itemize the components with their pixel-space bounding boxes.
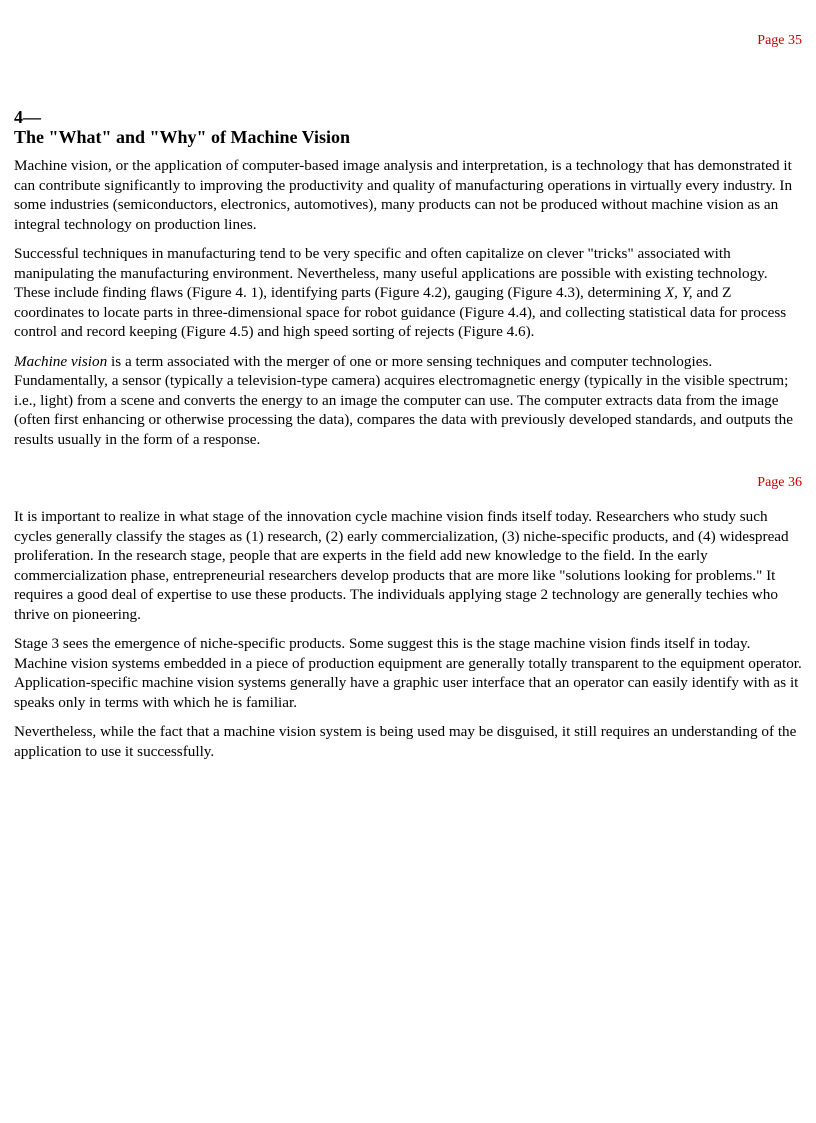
paragraph-definition-rest: is a term associated with the merger of one or more sensing techniques and computer technologies. Fundamentally, a sensor (typically a television-type camera) acquires electromagnetic energy (typically in the visible spectrum; i.e., light) from a scene and converts the energy to an image the computer can use. The computer extracts data from the image (often first enhancing or otherwise processing the data), compares the data with previously developed standards, and outputs the results usually in the form of a response. xyxy=(14,352,793,448)
paragraph-applications-end: and Z coordinates to locate parts in three-dimensional space for robot guidance (Figure 4.4), and collecting statistical data for process control and record keeping (Figure 4.5) and high speed sorting of rejects (Figure 4.6). xyxy=(14,284,787,340)
paragraph-innovation-cycle: It is important to realize in what stage of the innovation cycle machine vision finds itself today. Researchers who study such cycles generally classify the stages as (1) research, (2) early commercialization, (3) niche-specific products, and (4) widespread proliferation. In the research stage, people that are experts in the field add new knowledge to the field. In the early commercialization phase, entrepreneurial researchers develop products that are more like "solutions looking for problems." It requires a good deal of expertise to use these products. The individuals applying stage 2 technology are generally techies who thrive on pioneering. xyxy=(14,508,789,623)
paragraph-intro: Machine vision, or the application of computer-based image analysis and interpretation, is a technology that has demonstrated it can contribute significantly to improving the productivity and quality of manufacturing operations in virtually every industry. In some industries (semiconductors, electronics, automotives), many products can not be produced without machine vision as an integral technology on production lines. xyxy=(14,157,793,233)
paragraph-stage-3: Stage 3 sees the emergence of niche-specific products. Some suggest this is the stage machine vision finds itself in today. Machine vision systems embedded in a piece of production equipment are generally totally transparent to the equipment operator. Application-specific machine vision systems generally have a graphic user interface that an operator can easily identify with as it speaks only in terms with which he is familiar. xyxy=(14,635,802,711)
chapter-title: The "What" and "Why" of Machine Vision xyxy=(14,127,351,147)
paragraph-applications-start: Successful techniques in manufacturing tend to be very specific and often capitalize on clever "tricks" associated with manipulating the manufacturing environment. Nevertheless, many useful applications are possible with existing technology. These include finding flaws (Figure 4. 1), identifying parts (Figure 4.2), gauging (Figure 4.3), determining xyxy=(14,245,768,301)
paragraph-conclusion: Nevertheless, while the fact that a machine vision system is being used may be disguised, it still requires an understanding of the application to use it successfully. xyxy=(14,723,797,760)
chapter-heading xyxy=(14,107,802,147)
term-machine-vision: Machine vision xyxy=(14,352,108,370)
document-page xyxy=(14,0,802,761)
paragraph-applications-xy: X, Y, xyxy=(664,284,693,301)
paragraph-definition xyxy=(14,352,802,450)
chapter-number: 4— xyxy=(14,107,41,127)
page-number-36: Page 36 xyxy=(757,475,802,490)
page-number-35: Page 35 xyxy=(757,33,802,48)
paragraph-applications xyxy=(14,244,802,342)
